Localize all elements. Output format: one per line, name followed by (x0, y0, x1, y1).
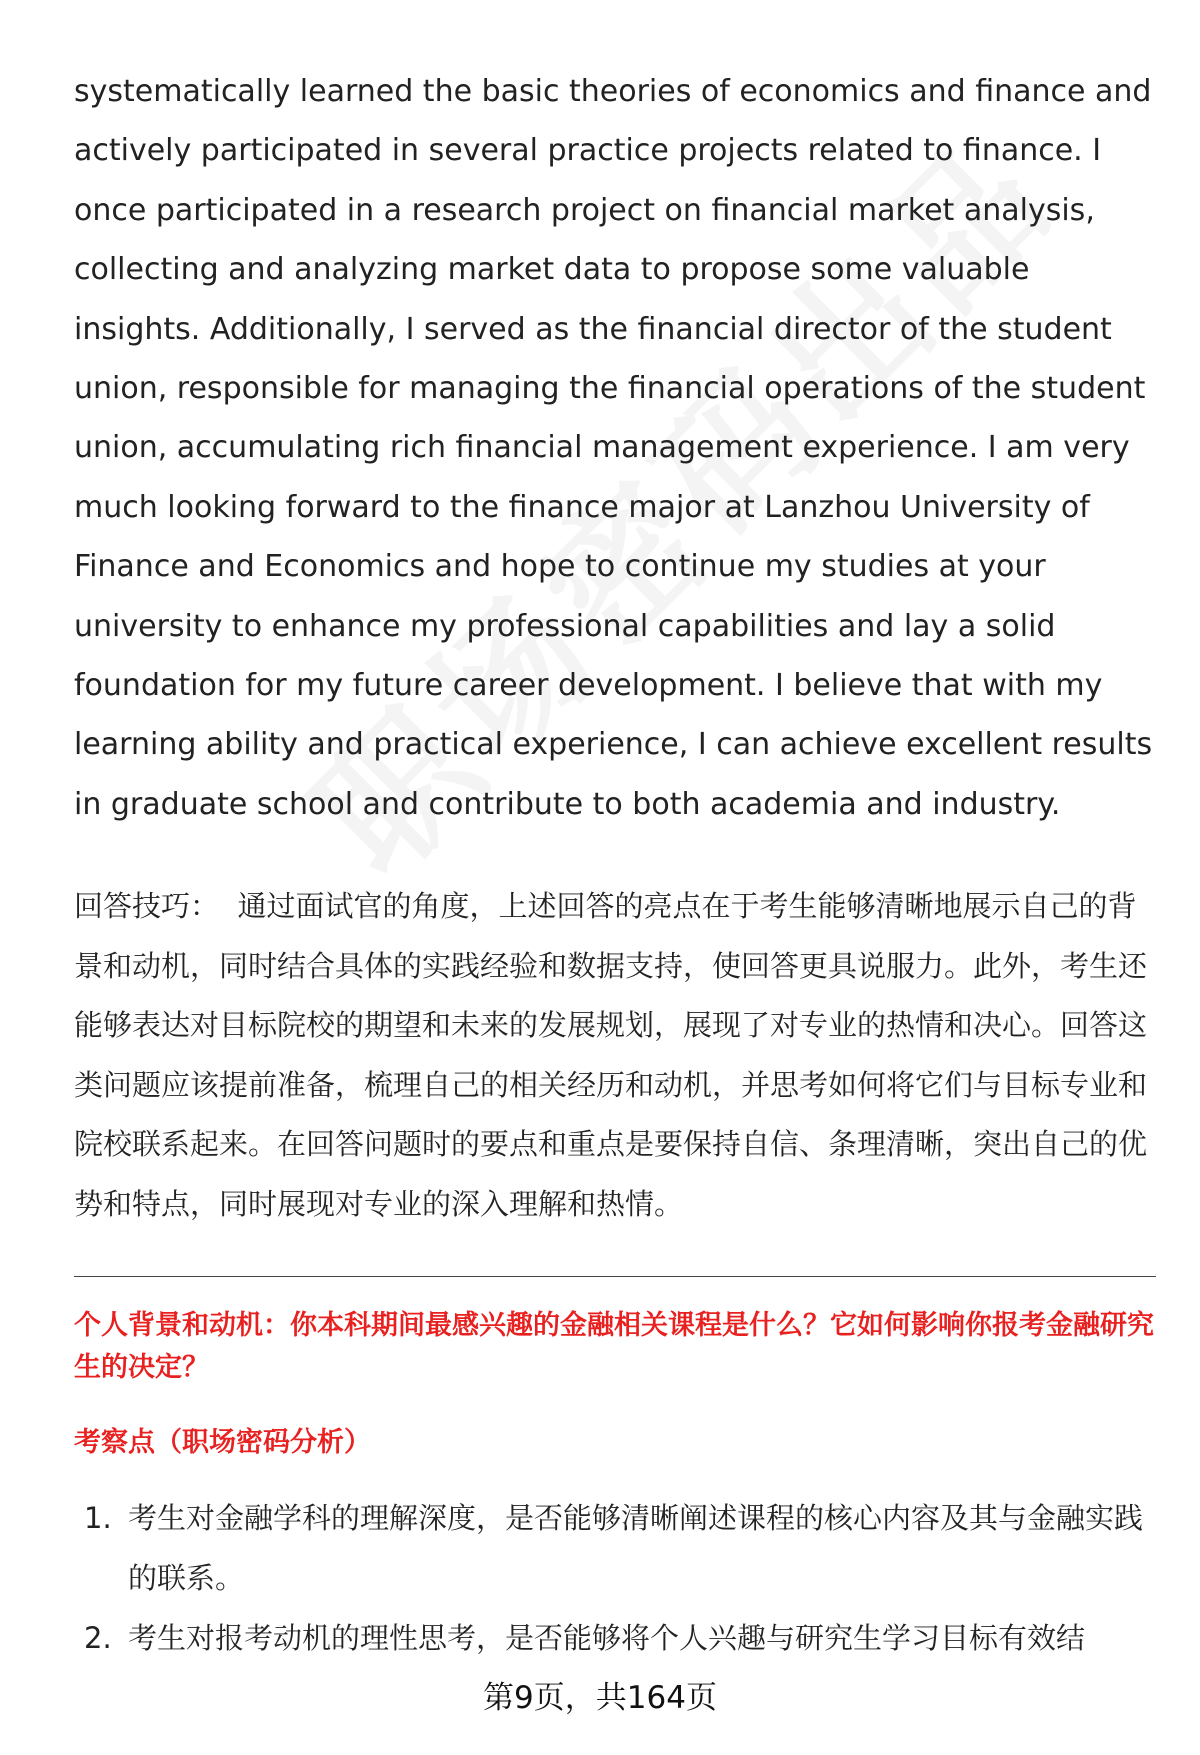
tips-paragraph (74, 877, 1156, 1234)
list-item-number: 1. (84, 1501, 112, 1536)
tips-label: 回答技巧： (74, 889, 220, 924)
assessment-points-list (74, 1488, 1156, 1668)
answer-paragraph: systematically learned the basic theories of economics and finance and actively participated in several practice projects related to finance. I once participated in a research project on financial market analysis, collecting and analyzing market data to propose some valuable insights. Additionally, I served as the financial director of the student union, responsible for managing the financial operations of the student union, accumulating rich financial management experience. I am very much looking forward to the finance major at Lanzhou University of Finance and Economics and hope to continue my studies at your university to enhance my professional capabilities and lay a solid foundation for my future career development. I believe that with my learning ability and practical experience, I can achieve excellent results in graduate school and contribute to both academia and industry. (74, 74, 1153, 822)
list-item (74, 1608, 1156, 1668)
question-heading: 个人背景和动机：你本科期间最感兴趣的金融相关课程是什么？它如何影响你报考金融研究生的决定？ (74, 1310, 1154, 1384)
page-number-footer: 第9页，共164页 (483, 1680, 717, 1716)
section-divider (74, 1276, 1156, 1277)
page-content (74, 62, 1156, 1668)
list-item-text: 考生对报考动机的理性思考，是否能够将个人兴趣与研究生学习目标有效结 (128, 1621, 1086, 1656)
list-item-number: 2. (84, 1621, 112, 1656)
tips-text: 通过面试官的角度，上述回答的亮点在于考生能够清晰地展示自己的背景和动机，同时结合具体的实践经验和数据支持，使回答更具说服力。此外，考生还能够表达对目标院校的期望和未来的发展规划，展现了对专业的热情和决心。回答这类问题应该提前准备，梳理自己的相关经历和动机，并思考如何将它们与目标专业和院校联系起来。在回答问题时的要点和重点是要保持自信、条理清晰，突出自己的优势和特点，同时展现对专业的深入理解和热情。 (74, 889, 1148, 1221)
list-item (74, 1488, 1156, 1608)
section-title: 考察点（职场密码分析） (74, 1427, 371, 1459)
list-item-text: 考生对金融学科的理解深度，是否能够清晰阐述课程的核心内容及其与金融实践的联系。 (128, 1501, 1144, 1596)
